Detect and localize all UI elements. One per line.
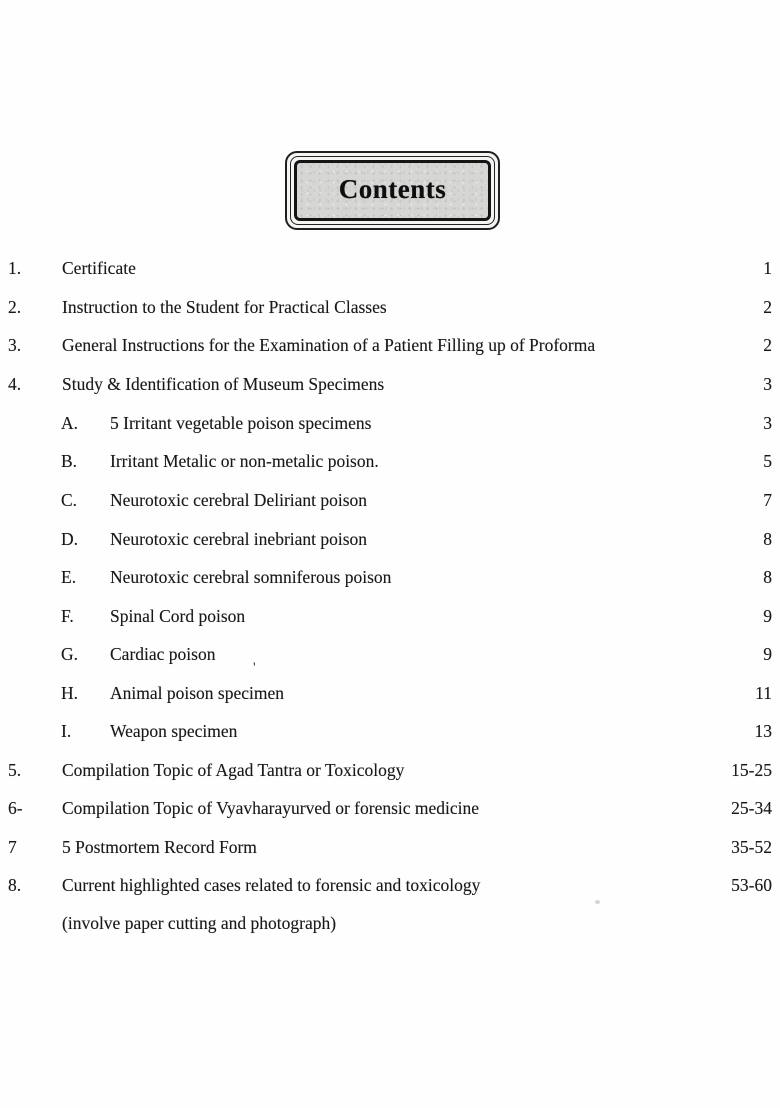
toc-item-title: Neurotoxic cerebral somniferous poison bbox=[110, 567, 392, 587]
toc-item-letter: D. bbox=[61, 529, 79, 549]
toc-page-number: 9 bbox=[763, 644, 772, 664]
toc-subrow bbox=[0, 644, 780, 666]
toc-item-title: Irritant Metalic or non-metalic poison. bbox=[110, 451, 379, 471]
toc-subrow bbox=[0, 413, 780, 435]
toc-item-title: Compilation Topic of Vyavharayurved or forensic medicine bbox=[62, 798, 480, 818]
toc-subrow bbox=[0, 683, 780, 705]
toc-item-title: Spinal Cord poison bbox=[110, 606, 246, 626]
toc-item-title: Neurotoxic cerebral Deliriant poison bbox=[110, 490, 368, 510]
toc-item-letter: H. bbox=[61, 683, 79, 703]
toc-item-title: Study & Identification of Museum Specimens bbox=[62, 374, 385, 394]
toc-subrow bbox=[0, 529, 780, 551]
toc-item-title-continuation: (involve paper cutting and photograph) bbox=[62, 913, 337, 933]
toc-page-number: 35-52 bbox=[731, 837, 772, 857]
toc-item-number: 2. bbox=[8, 297, 22, 317]
toc-item-letter: I. bbox=[61, 721, 72, 741]
toc-item-title: Certificate bbox=[62, 258, 136, 278]
toc-subrow bbox=[0, 721, 780, 743]
toc-item-number: 4. bbox=[8, 374, 22, 394]
toc-item-title: Neurotoxic cerebral inebriant poison bbox=[110, 529, 368, 549]
toc-row bbox=[0, 374, 780, 396]
toc-item-number: 8. bbox=[8, 875, 22, 895]
toc-item-number: 7 bbox=[8, 837, 17, 857]
toc-row bbox=[0, 798, 780, 820]
toc-page-number: 13 bbox=[754, 721, 772, 741]
toc-page-number: 8 bbox=[763, 529, 772, 549]
toc-page-number: 5 bbox=[763, 451, 772, 471]
toc-page-number: 9 bbox=[763, 606, 772, 626]
toc-item-title: Instruction to the Student for Practical Classes bbox=[62, 297, 387, 317]
toc-item-letter: B. bbox=[61, 451, 78, 471]
page-title: Contents bbox=[338, 174, 447, 204]
toc-row bbox=[0, 335, 780, 357]
toc-row bbox=[0, 875, 780, 897]
toc-item-number: 1. bbox=[8, 258, 22, 278]
toc-page-number: 7 bbox=[763, 490, 772, 510]
toc-page-number: 3 bbox=[763, 374, 772, 394]
toc-subrow bbox=[0, 451, 780, 473]
toc-page-number: 3 bbox=[763, 413, 772, 433]
toc-continuation-row bbox=[0, 913, 780, 935]
toc-item-number: 5. bbox=[8, 760, 22, 780]
toc-item-title: Cardiac poison bbox=[110, 644, 216, 664]
toc-page-number: 2 bbox=[763, 335, 772, 355]
toc-item-number: 3. bbox=[8, 335, 22, 355]
toc-item-letter: G. bbox=[61, 644, 79, 664]
toc-item-title: Weapon specimen bbox=[110, 721, 238, 741]
toc-page-number: 8 bbox=[763, 567, 772, 587]
toc-page-number: 25-34 bbox=[731, 798, 772, 818]
toc-page-number: 15-25 bbox=[731, 760, 772, 780]
toc-subrow bbox=[0, 567, 780, 589]
toc-page-number: 11 bbox=[755, 683, 772, 703]
toc-item-letter: A. bbox=[61, 413, 79, 433]
toc-subrow bbox=[0, 606, 780, 628]
toc-item-title: 5 Postmortem Record Form bbox=[62, 837, 257, 857]
toc-item-letter: E. bbox=[61, 567, 77, 587]
scan-artifact-speck bbox=[595, 900, 600, 904]
scan-artifact-apostrophe: ' bbox=[253, 660, 256, 676]
toc-subrow bbox=[0, 490, 780, 512]
toc-row bbox=[0, 760, 780, 782]
toc-item-title: Current highlighted cases related to forensic and toxicology bbox=[62, 875, 481, 895]
toc-page-number: 1 bbox=[763, 258, 772, 278]
toc-page-number: 53-60 bbox=[731, 875, 772, 895]
toc-row bbox=[0, 297, 780, 319]
toc-item-title: Animal poison specimen bbox=[110, 683, 285, 703]
toc-page-number: 2 bbox=[763, 297, 772, 317]
toc-item-title: General Instructions for the Examination of a Patient Filling up of Proforma bbox=[62, 335, 596, 355]
toc-row bbox=[0, 258, 780, 280]
toc-item-letter: F. bbox=[61, 606, 74, 626]
toc-item-title: Compilation Topic of Agad Tantra or Toxicology bbox=[62, 760, 405, 780]
toc-item-letter: C. bbox=[61, 490, 78, 510]
toc-item-title: 5 Irritant vegetable poison specimens bbox=[110, 413, 372, 433]
toc-item-number: 6- bbox=[8, 798, 23, 818]
toc-row bbox=[0, 837, 780, 859]
